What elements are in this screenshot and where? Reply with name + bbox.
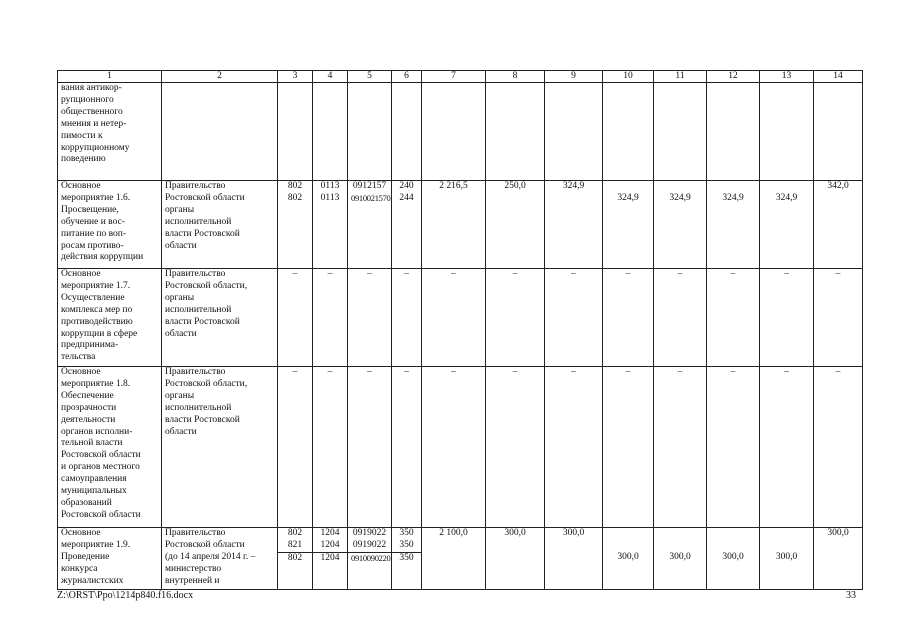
amount-cell: 324,9	[545, 181, 603, 269]
dash-cell: –	[278, 269, 313, 367]
line: Основное	[61, 528, 101, 538]
line: Ростовской области,	[165, 378, 248, 389]
line: власти Ростовской	[165, 414, 240, 425]
line: Осуществление	[61, 292, 125, 303]
line: 300,0	[617, 552, 639, 562]
dash-cell: –	[654, 269, 707, 367]
dash-cell: –	[313, 269, 348, 367]
col-header: 10	[603, 71, 654, 83]
line: 350	[392, 540, 421, 553]
line: противодействию	[61, 316, 133, 327]
line: Правительство	[165, 367, 226, 377]
line: 0910090220	[351, 552, 391, 563]
line: 1204	[313, 540, 347, 553]
dash-cell: –	[392, 269, 422, 367]
col-header: 12	[707, 71, 760, 83]
line: коррупции в сфере	[61, 328, 138, 339]
col-header: 13	[760, 71, 814, 83]
amount-cell: 300,0	[545, 528, 603, 590]
table-row	[58, 181, 863, 269]
line: росам противо-	[61, 240, 124, 251]
line: тельной власти	[61, 438, 123, 449]
amount-cell	[707, 528, 760, 590]
cell	[603, 83, 654, 181]
line: коррупционному	[61, 142, 130, 153]
line: Основное	[61, 181, 101, 191]
line: Основное	[61, 367, 101, 377]
dash-cell: –	[486, 269, 545, 367]
line: 324,9	[722, 193, 744, 203]
line: муниципальных	[61, 486, 127, 497]
dash-cell: –	[422, 269, 486, 367]
dash-cell: –	[707, 367, 760, 528]
line: Проведение	[61, 551, 110, 562]
line: 0910021570	[351, 192, 391, 203]
dash-cell: –	[348, 269, 392, 367]
col-header: 7	[422, 71, 486, 83]
dash-cell: –	[760, 269, 814, 367]
line: органы	[165, 204, 195, 215]
line: органов исполни-	[61, 426, 133, 437]
line: рупционного	[61, 94, 114, 105]
line: комплекса мер по	[61, 304, 133, 315]
col-header: 6	[392, 71, 422, 83]
col-header: 9	[545, 71, 603, 83]
csr-cell	[348, 181, 392, 269]
budget-table	[57, 70, 863, 590]
line: Основное	[61, 269, 101, 279]
line: 1204	[320, 552, 340, 563]
cell	[348, 83, 392, 181]
line: действия коррупции	[61, 252, 144, 263]
executor-cell	[162, 528, 278, 590]
dash-cell: –	[313, 367, 348, 528]
measure-name-cell	[58, 181, 162, 269]
line: и органов местного	[61, 462, 140, 473]
amount-cell: 342,0	[814, 181, 863, 269]
dash-cell: –	[422, 367, 486, 528]
line: мероприятие 1.9.	[61, 539, 131, 550]
grbs-cell	[278, 528, 313, 590]
rzpr-cell	[313, 181, 348, 269]
line: 350	[399, 552, 414, 563]
cell	[486, 83, 545, 181]
line: министерство	[165, 563, 222, 574]
dash-cell: –	[654, 367, 707, 528]
amount-cell: 250,0	[486, 181, 545, 269]
dash-cell: –	[603, 367, 654, 528]
amount-cell: 300,0	[486, 528, 545, 590]
line: Ростовской области	[61, 450, 141, 461]
col-header: 3	[278, 71, 313, 83]
cell	[422, 83, 486, 181]
table-row	[58, 83, 863, 181]
line: области	[165, 240, 197, 251]
col-header: 2	[162, 71, 278, 83]
line: 0113	[320, 192, 340, 203]
cell	[814, 83, 863, 181]
line: 300,0	[722, 552, 744, 562]
line: 0912157	[352, 181, 387, 191]
page-number: 33	[846, 590, 856, 601]
line: вания антикор-	[61, 83, 122, 93]
executor-cell	[162, 269, 278, 367]
line: 240	[399, 181, 414, 191]
dash-cell: –	[814, 367, 863, 528]
line: 0919022	[352, 528, 387, 538]
amount-cell: 300,0	[814, 528, 863, 590]
line: обучение и вос-	[61, 216, 125, 227]
amount-cell	[760, 528, 814, 590]
amount-cell	[707, 181, 760, 269]
grbs-cell	[278, 181, 313, 269]
dash-cell: –	[760, 367, 814, 528]
line: деятельности	[61, 414, 116, 425]
dash-cell: –	[545, 269, 603, 367]
executor-cell	[162, 181, 278, 269]
line: Ростовской области	[165, 192, 245, 203]
table-row	[58, 528, 863, 590]
cell	[707, 83, 760, 181]
line: 802	[287, 181, 303, 191]
dash-cell: –	[814, 269, 863, 367]
line: Ростовской области	[61, 509, 141, 520]
amount-total-cell: 2 216,5	[422, 181, 486, 269]
measure-name-cell	[58, 269, 162, 367]
line: мероприятие 1.6.	[61, 192, 131, 203]
line: 324,9	[617, 193, 639, 203]
vr-cell	[392, 528, 422, 590]
cell	[545, 83, 603, 181]
line: 802	[287, 552, 303, 563]
line: власти Ростовской	[165, 228, 240, 239]
line: 0113	[320, 181, 340, 191]
cell	[392, 83, 422, 181]
line: конкурса	[61, 563, 98, 574]
dash-cell: –	[278, 367, 313, 528]
line: исполнительной	[165, 304, 232, 315]
line: 821	[278, 540, 312, 553]
line: мероприятие 1.8.	[61, 378, 131, 389]
line: исполнительной	[165, 402, 232, 413]
line: области	[165, 328, 197, 339]
cell	[278, 83, 313, 181]
line: журналистских	[61, 575, 124, 586]
line: предпринима-	[61, 340, 119, 351]
cell	[313, 83, 348, 181]
amount-cell	[654, 181, 707, 269]
line: 244	[399, 192, 414, 203]
line: поведению	[61, 154, 106, 165]
cell	[760, 83, 814, 181]
line: области	[165, 426, 197, 437]
dash-cell: –	[486, 367, 545, 528]
footer-file-path: Z:\ORST\Ppo\1214p840.f16.docx	[57, 590, 194, 601]
col-header: 1	[58, 71, 162, 83]
col-header: 14	[814, 71, 863, 83]
col-header: 11	[654, 71, 707, 83]
line: пимости к	[61, 130, 103, 141]
dash-cell: –	[348, 367, 392, 528]
line: Ростовской области,	[165, 280, 248, 291]
amount-cell	[603, 528, 654, 590]
line: питание по воп-	[61, 228, 127, 239]
col-header: 5	[348, 71, 392, 83]
csr-cell	[348, 528, 392, 590]
measure-name-cell	[58, 528, 162, 590]
vr-cell	[392, 181, 422, 269]
line: образований	[61, 497, 112, 508]
header-row	[58, 71, 863, 83]
line: 0919022	[348, 540, 391, 553]
table-row	[58, 367, 863, 528]
line: 802	[287, 192, 303, 203]
amount-cell	[603, 181, 654, 269]
line: Ростовской области	[165, 539, 245, 550]
col-header: 4	[313, 71, 348, 83]
line: Правительство	[165, 181, 226, 191]
dash-cell: –	[707, 269, 760, 367]
rzpr-cell	[313, 528, 348, 590]
line: самоуправления	[61, 474, 127, 485]
line: мнения и нетер-	[61, 118, 127, 129]
line: (до 14 апреля 2014 г. –	[165, 551, 256, 562]
line: 324,9	[669, 193, 691, 203]
line: 350	[399, 528, 414, 538]
line: 300,0	[775, 552, 798, 562]
line: 324,9	[775, 193, 798, 203]
line: 1204	[320, 528, 340, 538]
line: тельства	[61, 352, 96, 363]
executor-cell	[162, 367, 278, 528]
table-row	[58, 269, 863, 367]
measure-name-cell	[58, 367, 162, 528]
line: общественного	[61, 106, 123, 117]
measure-name-cell	[58, 83, 162, 181]
amount-cell	[654, 528, 707, 590]
dash-cell: –	[545, 367, 603, 528]
dash-cell: –	[392, 367, 422, 528]
line: прозрачности	[61, 402, 117, 413]
dash-cell: –	[603, 269, 654, 367]
line: органы	[165, 292, 195, 303]
line: внутренней и	[165, 575, 220, 586]
amount-total-cell: 2 100,0	[422, 528, 486, 590]
line: Правительство	[165, 528, 226, 538]
cell	[654, 83, 707, 181]
line: исполнительной	[165, 216, 232, 227]
line: мероприятие 1.7.	[61, 280, 131, 291]
col-header: 8	[486, 71, 545, 83]
line: Просвещение,	[61, 204, 119, 215]
executor-cell	[162, 83, 278, 181]
line: власти Ростовской	[165, 316, 240, 327]
line: 300,0	[669, 552, 691, 562]
amount-cell	[760, 181, 814, 269]
line: органы	[165, 390, 195, 401]
line: 802	[287, 528, 303, 538]
line: Обеспечение	[61, 390, 114, 401]
line: Правительство	[165, 269, 226, 279]
